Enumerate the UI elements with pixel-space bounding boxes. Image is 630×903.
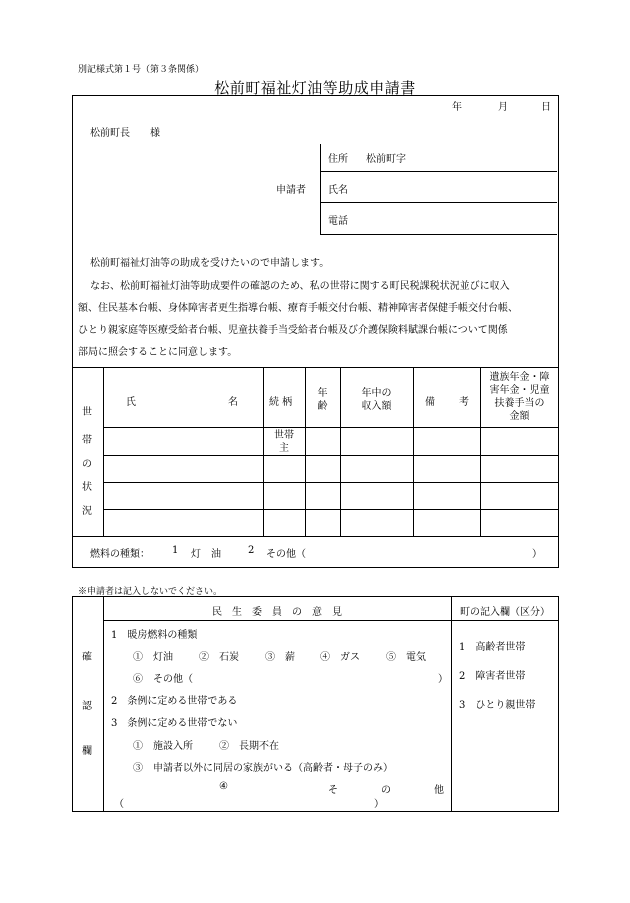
address-underline [320, 171, 557, 172]
date-month[interactable]: 月 [498, 102, 508, 113]
confirm-item-1: 1 暖房燃料の種類 [111, 630, 198, 641]
not-eligible-absent[interactable]: ② 長期不在 [219, 741, 279, 752]
not-eligible-cohabitant[interactable]: ③ 申請者以外に同居の家族がいる（高齢者・母子のみ） [133, 763, 393, 774]
not-eligible-other-char-1: そ [328, 785, 338, 796]
statement-line-4: ひとり親家庭等医療受給者台帳、児童扶養手当受給者台帳及び介護保険料賦課台帳について関係 [78, 325, 508, 336]
form-number: 別記様式第１号（第３条関係） [78, 65, 205, 75]
relation-head-2: 主 [279, 443, 289, 454]
col-divider-4 [413, 367, 414, 536]
col-header-income-2: 収入額 [361, 401, 392, 412]
fuel-option-2-number[interactable]: 2 [248, 545, 255, 556]
row-line-2 [103, 482, 559, 483]
address-label: 住所 [328, 154, 348, 165]
col-header-remarks-2: 考 [459, 397, 469, 408]
fuel-option-kerosene[interactable]: 灯 油 [191, 549, 221, 560]
welfare-commissioner-header: 民 生 委 員 の 意 見 [212, 607, 342, 618]
address-field[interactable]: 松前町字 [366, 154, 406, 165]
fuel-other-close: ） [532, 549, 542, 560]
col-header-pension-4: 金額 [509, 411, 530, 422]
not-eligible-facility[interactable]: ① 施設入所 [133, 741, 193, 752]
not-eligible-other-open: （ [114, 799, 124, 810]
town-category-elderly[interactable]: 1 高齢者世帯 [459, 642, 526, 653]
header-row-line [103, 427, 559, 428]
household-bottom-line [72, 536, 559, 537]
office-use-note: ※申請者は記入しないでください。 [78, 587, 223, 597]
heating-opt-other[interactable]: ⑥ その他（ [133, 674, 193, 685]
confirm-side-divider [103, 596, 104, 812]
household-side-divider [103, 367, 104, 536]
col-header-pension-1: 遺族年金・障 [489, 372, 550, 383]
col-header-income-1: 年中の [361, 388, 392, 399]
household-side-char-1: 世 [82, 407, 92, 418]
phone-label: 電話 [328, 216, 348, 227]
relation-head-of-household [263, 429, 305, 455]
confirm-item-2[interactable]: 2 条例に定める世帯である [111, 696, 238, 707]
confirm-header-line [103, 620, 559, 621]
applicant-label: 申請者 [276, 185, 306, 196]
town-category-single-parent[interactable]: 3 ひとり親世帯 [459, 700, 536, 711]
heating-opt-kerosene[interactable]: ① 灯油 [133, 652, 173, 663]
not-eligible-other-char-3: 他 [434, 785, 444, 796]
col-header-relation: 続 柄 [269, 397, 293, 408]
household-side-char-2: 帯 [82, 435, 92, 446]
phone-underline [320, 234, 557, 235]
confirm-side-char-1: 確 [82, 652, 92, 663]
col-header-pension-3: 扶養手当の [494, 398, 545, 409]
heating-opt-coal[interactable]: ② 石炭 [199, 652, 239, 663]
household-top-line [72, 367, 559, 368]
page-title: 松前町福祉灯油等助成申請書 [214, 79, 416, 97]
fuel-label: 燃料の種類： [90, 549, 150, 560]
household-side-char-4: 状 [82, 482, 92, 493]
col-header-remarks-1: 備 [425, 397, 435, 408]
not-eligible-other-number[interactable]: ④ [219, 781, 228, 792]
col-header-age-2: 齢 [317, 401, 328, 412]
col-header-age [305, 387, 340, 413]
date-year[interactable]: 年 [452, 102, 462, 113]
confirm-item-3[interactable]: 3 条例に定める世帯でない [111, 718, 238, 729]
row-line-3 [103, 509, 559, 510]
col-header-name-2: 名 [228, 397, 238, 408]
confirm-side-char-3: 欄 [82, 746, 92, 757]
name-underline [320, 202, 557, 203]
confirm-town-divider [451, 596, 452, 812]
col-header-income [340, 387, 413, 413]
not-eligible-other-char-2: の [381, 785, 391, 796]
col-header-pension [480, 371, 559, 423]
household-side-char-3: の [82, 459, 92, 470]
col-header-name-1: 氏 [126, 397, 136, 408]
statement-line-2: なお、松前町福祉灯油等助成要件の確認のため、私の世帯に関する町民税課税状況並びに収入 [90, 281, 510, 292]
statement-line-3: 額、住民基本台帳、身体障害者更生指導台帳、療育手帳交付台帳、精神障害者保健手帳交付台帳、 [78, 303, 518, 314]
date-day[interactable]: 日 [541, 102, 551, 113]
statement-line-5: 部局に照会することに同意します。 [78, 347, 238, 358]
name-label: 氏名 [328, 185, 348, 196]
col-header-pension-2: 害年金・児童 [489, 385, 550, 396]
relation-head-1: 世帯 [274, 430, 294, 441]
col-header-age-1: 年 [317, 388, 328, 399]
not-eligible-other-close: ） [374, 799, 384, 810]
applicant-divider [320, 144, 321, 235]
town-category-disabled[interactable]: 2 障害者世帯 [459, 671, 526, 682]
fuel-option-1-number[interactable]: 1 [172, 545, 179, 556]
household-side-char-5: 況 [82, 506, 92, 517]
row-line-1 [103, 455, 559, 456]
heating-opt-gas[interactable]: ④ ガス [320, 652, 360, 663]
fuel-option-other[interactable]: その他（ [266, 549, 306, 560]
confirm-side-char-2: 認 [82, 701, 92, 712]
statement-line-1: 松前町福祉灯油等の助成を受けたいので申請します。 [90, 258, 330, 269]
town-entry-header: 町の記入欄（区分） [460, 607, 550, 618]
heating-opt-electric[interactable]: ⑤ 電気 [386, 652, 426, 663]
addressee: 松前町長 様 [90, 128, 160, 139]
heating-opt-other-close: ） [438, 674, 448, 685]
heating-opt-firewood[interactable]: ③ 薪 [265, 652, 295, 663]
